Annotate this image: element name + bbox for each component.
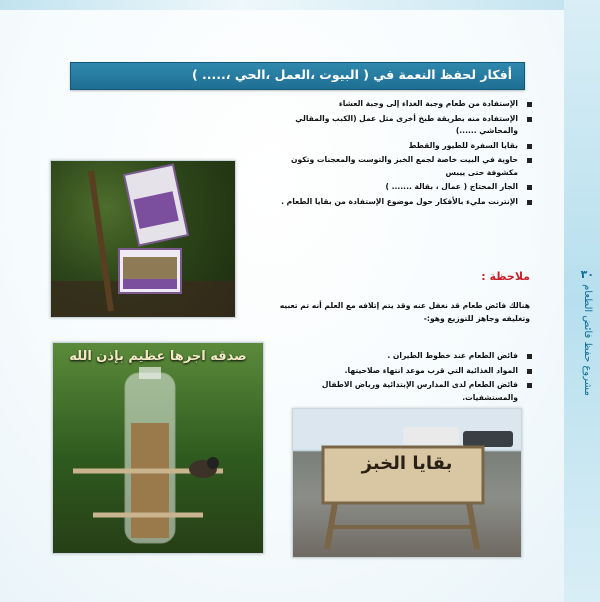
milk-carton-feeder-photo xyxy=(50,160,236,318)
list-item: الإستفادة من طعام وجبة الغداء إلى وجبة العشاء xyxy=(270,98,532,111)
side-label: مشروع حفظ فائض الطعام xyxy=(582,284,593,396)
side-decorative-strip xyxy=(564,0,600,602)
note-intro: هنالك فائض طعام قد نغفل عنه وقد يتم إتلافه مع العلم أنه تم تعبيه وتغليفه وجاهز للتوزيع وهو:- xyxy=(279,301,530,323)
bread-box-photo xyxy=(292,408,522,558)
list-item: بقايا السفرة للطيور والقطط xyxy=(270,140,532,153)
bottle-feeder-photo xyxy=(52,342,264,554)
title-bar xyxy=(70,62,525,90)
note-heading: ملاحظة : xyxy=(481,270,530,283)
list-item: حاوية في البيت خاصة لجمع الخبز والتوست والمعجنات وتكون مكشوفة حتى ييبس xyxy=(270,154,532,179)
list-item: الإنترنت مليء بالأفكار حول موضوع الإستفادة من بقايا الطعام . xyxy=(270,196,532,209)
bread-box-illustration xyxy=(293,409,521,557)
milk-carton-feeder-illustration xyxy=(51,161,235,317)
list-item: الإستفادة منه بطريقة طبخ أخرى مثل عمل (الكبب والمقالي والمحاشي ......) xyxy=(270,113,532,138)
page-title: أفكار لحفظ النعمة في ( البيوت ،العمل ،الحي ،..... ) xyxy=(191,67,512,82)
top-decorative-strip xyxy=(0,0,600,10)
list-item: الجار المحتاج ( عمال ، بقالة ....... ) xyxy=(270,181,532,194)
box-sign: بقايا الخبز xyxy=(361,453,453,474)
bottle-caption: صدقه اجرها عظيم بإذن الله xyxy=(69,349,247,364)
list-item: المواد الغذائية التي قرب موعد انتهاء صلاحيتها. xyxy=(270,365,532,378)
page-number: ٣٠ xyxy=(580,268,594,281)
bottle-feeder-illustration xyxy=(53,343,263,553)
ideas-list xyxy=(270,98,532,210)
list-item: فائض الطعام لدى المدارس الإبتدائية ورياض الاطفال والمستشفيات. xyxy=(270,379,532,404)
note-list xyxy=(270,350,532,406)
list-item: فائض الطعام عند خطوط الطيران . xyxy=(270,350,532,363)
